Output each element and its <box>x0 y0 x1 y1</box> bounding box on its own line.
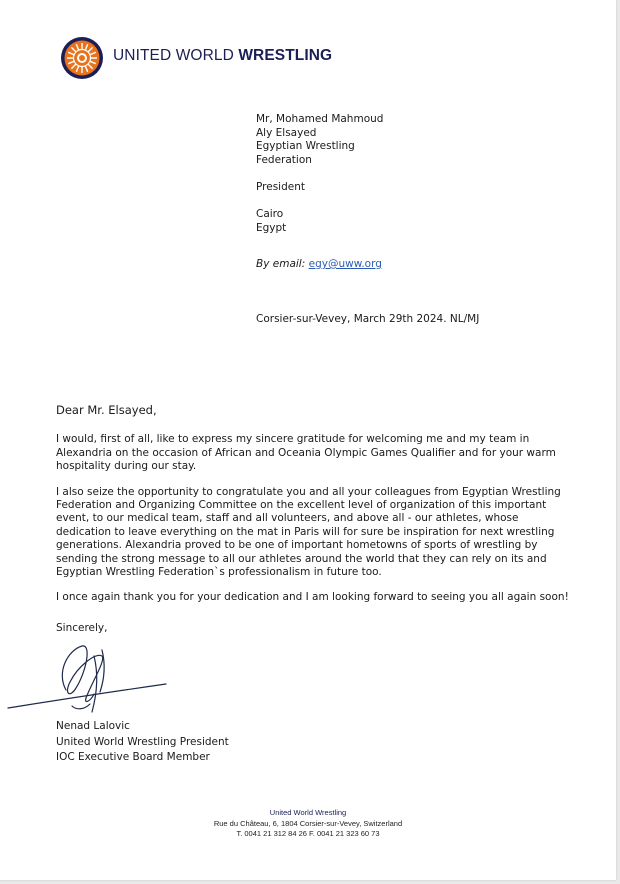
footer-address: Rue du Château, 6, 1804 Corsier-sur-Vevey, Switzerland <box>213 818 403 828</box>
salutation: Dear Mr. Elsayed, <box>56 403 157 417</box>
uww-sun-logo-icon <box>60 36 104 80</box>
signatory-block <box>56 719 229 766</box>
letter-body <box>56 404 576 617</box>
email-link[interactable]: egy@uww.org <box>308 258 382 270</box>
recipient-line: Aly Elsayed <box>256 126 317 139</box>
email-line: By email: egy@uww.org <box>256 258 382 270</box>
recipient-line: Cairo <box>256 208 284 221</box>
signatory-title: IOC Executive Board Member <box>56 751 210 764</box>
date-line: Corsier-sur-Vevey, March 29th 2024. NL/MJ <box>256 313 480 325</box>
footer-org: United World Wrestling <box>269 808 347 817</box>
paragraph: I would, first of all, like to express my sincere gratitude for welcoming me and my team in Alexandria on the occasion of African and Oceania Olympic Games Qualifier and for your warm hospitality during our stay. <box>56 433 556 473</box>
org-name: UNITED WORLD WRESTLING <box>113 47 333 64</box>
email-label: By email <box>256 258 302 270</box>
recipient-line: Mr, Mohamed Mahmoud <box>256 113 384 125</box>
recipient-address <box>256 113 576 235</box>
recipient-line: Federation <box>256 153 312 166</box>
recipient-line: Egyptian Wrestling <box>256 140 355 153</box>
handwritten-signature <box>6 632 176 722</box>
footer <box>0 808 616 840</box>
closing: Sincerely, <box>56 622 108 634</box>
signatory-name: Nenad Lalovic <box>56 720 130 732</box>
paragraph: I once again thank you for your dedication and I am looking forward to seeing you all again soon! <box>56 591 569 604</box>
signatory-title: United World Wrestling President <box>56 735 229 748</box>
recipient-line: Egypt <box>256 221 287 234</box>
footer-phones: T. 0041 21 312 84 26 F. 0041 21 323 60 73 <box>236 829 380 838</box>
paragraph: I also seize the opportunity to congratulate you and all your colleagues from Egyptian Wrestling Federation and Organizing Committee on the excellent level of organization of this important event, to our medical team, staff and all volunteers, and above all - our athletes, whose dedication to leave everything on the mat in Paris will for sure be inspiration for next wrestling generations. Alexandria proved to be one of important hometowns of sports of wrestling by sending the strong message to all our athletes around the world that they can rely on its and Egyptian Wrestling Federation`s professionalism in future too. <box>56 485 561 579</box>
recipient-title: President <box>256 180 305 193</box>
